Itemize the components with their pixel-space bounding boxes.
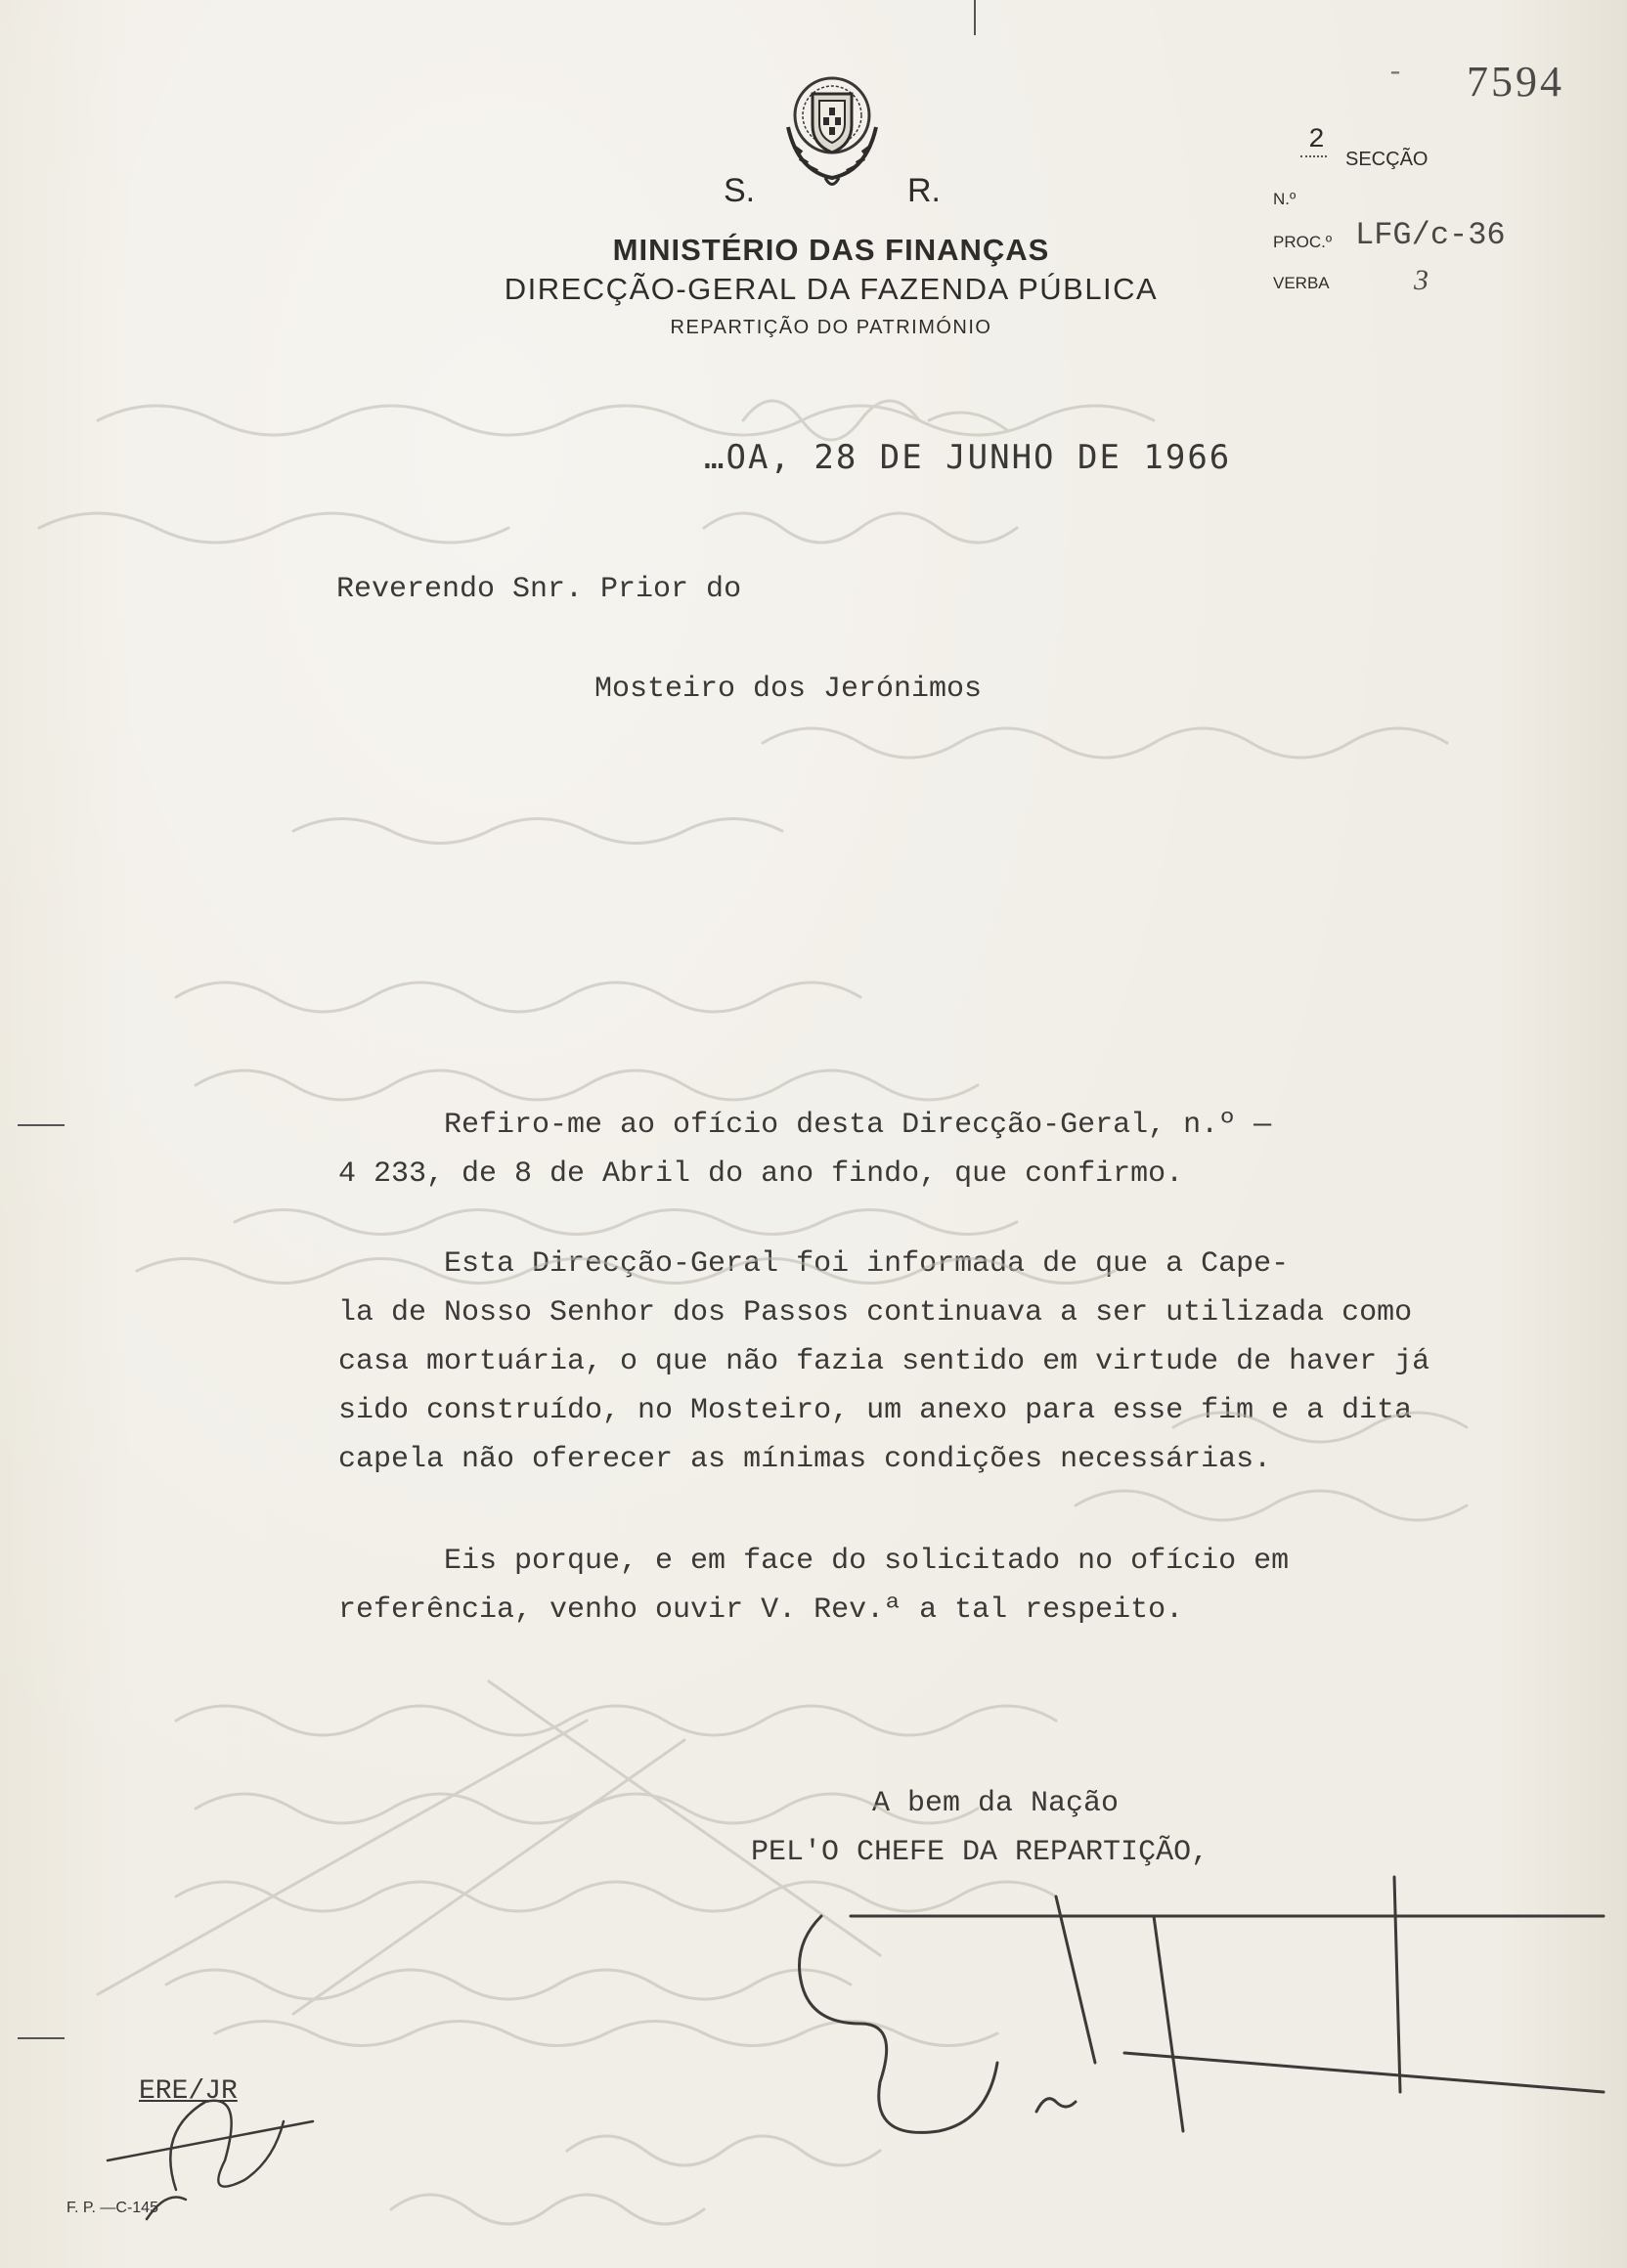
verba-label: VERBA — [1273, 274, 1330, 292]
section-number: 2 — [1300, 125, 1327, 157]
proc-label: PROC.º — [1273, 233, 1333, 251]
section-label: SECÇÃO — [1345, 149, 1429, 170]
addressee-line-2: Mosteiro dos Jerónimos — [594, 673, 983, 706]
serial-number: 7594 — [1467, 58, 1564, 106]
typist-initials: ERE/JR — [139, 2076, 238, 2107]
closing-line-1: A bem da Nação — [872, 1787, 1120, 1820]
paragraph-line: Refiro-me ao ofício desta Direcção-Geral, n.º — — [338, 1109, 1272, 1142]
crest-initial-left: S. — [724, 172, 756, 209]
top-dash: - — [1386, 57, 1405, 90]
margin-mark — [18, 2037, 65, 2039]
paragraph-line: Eis porque, e em face do solicitado no ofício em — [338, 1545, 1290, 1578]
fold-mark — [974, 0, 976, 35]
coat-of-arms-icon — [769, 68, 896, 205]
addressee-line-1: Reverendo Snr. Prior do — [336, 573, 742, 606]
paragraph-1 — [338, 1101, 1541, 1199]
closing-line-2: PEL'O CHEFE DA REPARTIÇÃO, — [751, 1836, 1209, 1869]
paragraph-line: la de Nosso Senhor dos Passos continuava a ser utilizada como — [338, 1296, 1413, 1330]
proc-value: LFG/c-36 — [1355, 217, 1506, 253]
crest-initial-right: R. — [907, 172, 941, 209]
form-code: F. P. —C-145 — [66, 2200, 158, 2216]
directorate-title: DIRECÇÃO-GERAL DA FAZENDA PÚBLICA — [504, 272, 1159, 306]
paragraph-3 — [338, 1537, 1541, 1635]
paragraph-line: casa mortuária, o que não fazia sentido em virtude de haver já — [338, 1345, 1430, 1378]
margin-mark — [18, 1124, 65, 1126]
paragraph-2 — [338, 1240, 1541, 1484]
paragraph-line: capela não oferecer as mínimas condições necessárias. — [338, 1443, 1272, 1476]
date-stamp: …OA, 28 DE JUNHO DE 1966 — [704, 438, 1232, 477]
verba-value: 3 — [1414, 264, 1429, 296]
paragraph-line: Esta Direcção-Geral foi informada de que a Cape- — [338, 1247, 1290, 1281]
paragraph-line: 4 233, de 8 de Abril do ano findo, que confirmo. — [338, 1157, 1184, 1191]
department-title: REPARTIÇÃO DO PATRIMÓNIO — [670, 317, 992, 338]
ministry-title: MINISTÉRIO DAS FINANÇAS — [612, 233, 1050, 267]
paragraph-line: referência, venho ouvir V. Rev.ª a tal respeito. — [338, 1593, 1184, 1627]
paragraph-line: sido construído, no Mosteiro, um anexo para esse fim e a dita — [338, 1394, 1413, 1427]
number-label: N.º — [1273, 190, 1297, 208]
